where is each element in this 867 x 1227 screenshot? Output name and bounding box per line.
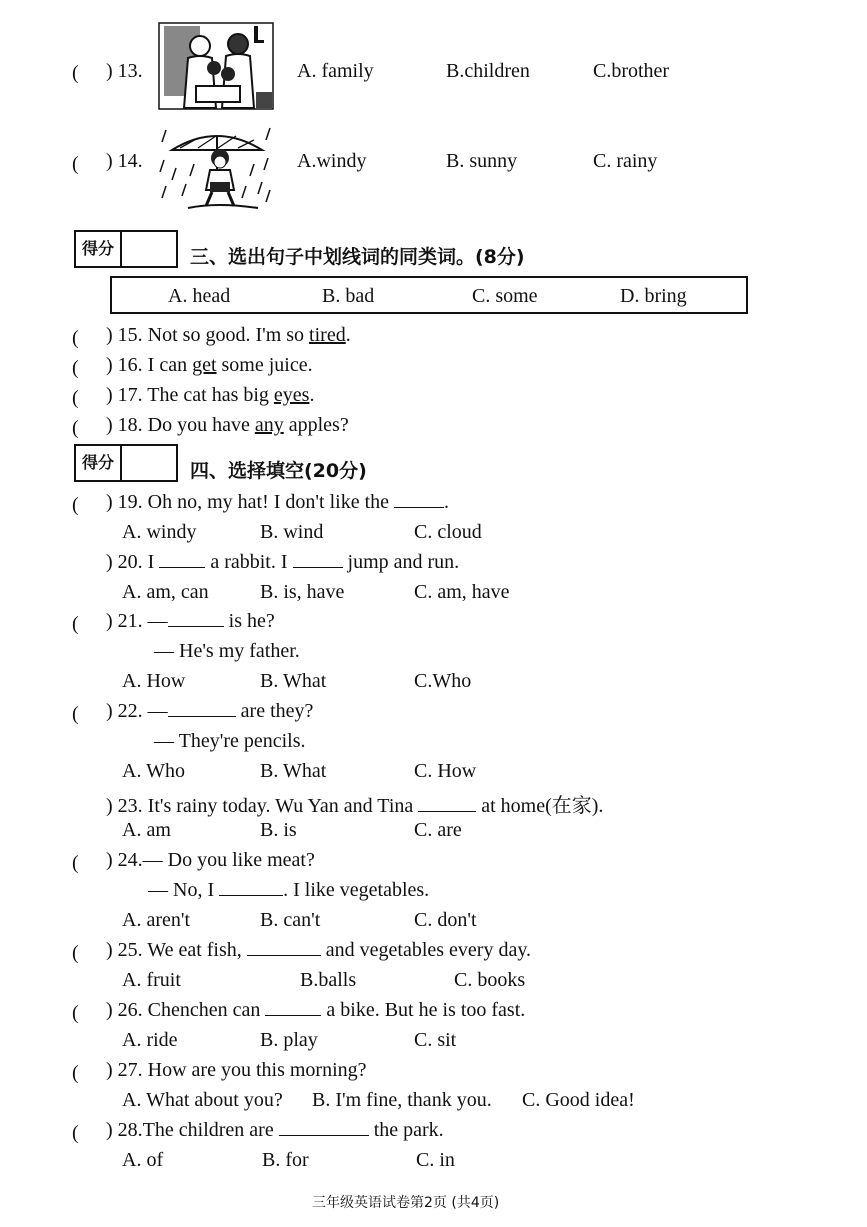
option-27-a: A. What about you?	[122, 1089, 283, 1111]
option-21-a: A. How	[122, 670, 186, 692]
score-box-section4	[74, 444, 178, 482]
word-bank-d: D. bring	[620, 285, 687, 307]
question-14-number: ) 14.	[106, 150, 143, 172]
question-20: ) 20. I a rabbit. I jump and run.	[106, 551, 460, 573]
question-22: ) 22. — are they?	[106, 700, 314, 722]
option-28-b: B. for	[262, 1149, 309, 1171]
question-15: ) 15. Not so good. I'm so tired.	[106, 324, 351, 346]
option-14-b: B. sunny	[446, 150, 518, 172]
answer-paren-16: (	[72, 357, 79, 379]
question-25: ) 25. We eat fish, and vegetables every day.	[106, 939, 532, 961]
option-13-a: A. family	[297, 60, 374, 82]
question-13-number: ) 13.	[106, 60, 143, 82]
answer-paren-22: (	[72, 703, 79, 725]
score-label: 得分	[76, 446, 122, 480]
option-23-a: A. am	[122, 819, 171, 841]
answer-paren-28: (	[72, 1122, 79, 1144]
option-21-c: C.Who	[414, 670, 472, 692]
option-27-b: B. I'm fine, thank you.	[312, 1089, 492, 1111]
option-14-a: A.windy	[297, 150, 367, 172]
question-21: ) 21. — is he?	[106, 610, 275, 632]
family-illustration	[158, 22, 274, 110]
option-19-a: A. windy	[122, 521, 197, 543]
word-bank-a: A. head	[168, 285, 231, 307]
answer-paren-13: (	[72, 62, 79, 84]
option-25-b: B.balls	[300, 969, 357, 991]
girl-with-umbrella-in-rain-illustration	[158, 120, 276, 216]
answer-paren-19: (	[72, 494, 79, 516]
option-25-a: A. fruit	[122, 969, 181, 991]
answer-paren-24: (	[72, 852, 79, 874]
answer-paren-25: (	[72, 942, 79, 964]
option-13-c: C.brother	[593, 60, 670, 82]
question-24-reply: — No, I . I like vegetables.	[148, 879, 430, 901]
question-19: ) 19. Oh no, my hat! I don't like the .	[106, 491, 449, 513]
question-16: ) 16. I can get some juice.	[106, 354, 313, 376]
word-bank-c: C. some	[472, 285, 538, 307]
question-21-reply: — He's my father.	[154, 640, 300, 662]
score-box-section3	[74, 230, 178, 268]
answer-paren-14: (	[72, 153, 79, 175]
option-14-c: C. rainy	[593, 150, 658, 172]
question-28: ) 28.The children are the park.	[106, 1119, 444, 1141]
question-24: ) 24.— Do you like meat?	[106, 849, 315, 871]
option-28-a: A. of	[122, 1149, 164, 1171]
option-22-c: C. How	[414, 760, 477, 782]
option-19-c: C. cloud	[414, 521, 482, 543]
answer-paren-21: (	[72, 613, 79, 635]
score-label: 得分	[76, 232, 122, 266]
option-24-b: B. can't	[260, 909, 321, 931]
question-18: ) 18. Do you have any apples?	[106, 414, 349, 436]
option-13-b: B.children	[446, 60, 530, 82]
word-bank-b: B. bad	[322, 285, 375, 307]
option-24-a: A. aren't	[122, 909, 191, 931]
option-21-b: B. What	[260, 670, 327, 692]
question-23: ) 23. It's rainy today. Wu Yan and Tina at home(在家).	[106, 795, 604, 817]
option-26-c: C. sit	[414, 1029, 457, 1051]
question-22-reply: — They're pencils.	[154, 730, 306, 752]
option-27-c: C. Good idea!	[522, 1089, 635, 1111]
question-26: ) 26. Chenchen can a bike. But he is too fast.	[106, 999, 526, 1021]
option-19-b: B. wind	[260, 521, 324, 543]
option-20-a: A. am, can	[122, 581, 209, 603]
answer-paren-17: (	[72, 387, 79, 409]
question-17: ) 17. The cat has big eyes.	[106, 384, 315, 406]
section3-title: 三、选出句子中划线词的同类词。(8分)	[190, 246, 525, 268]
answer-paren-26: (	[72, 1002, 79, 1024]
option-26-a: A. ride	[122, 1029, 178, 1051]
option-25-c: C. books	[454, 969, 526, 991]
section4-title: 四、选择填空(20分)	[190, 460, 367, 482]
page-footer: 三年级英语试卷第2页 (共4页)	[312, 1195, 500, 1211]
option-22-b: B. What	[260, 760, 327, 782]
option-20-c: C. am, have	[414, 581, 510, 603]
option-20-b: B. is, have	[260, 581, 345, 603]
question-27: ) 27. How are you this morning?	[106, 1059, 367, 1081]
answer-paren-27: (	[72, 1062, 79, 1084]
option-23-c: C. are	[414, 819, 462, 841]
answer-paren-18: (	[72, 417, 79, 439]
option-23-b: B. is	[260, 819, 297, 841]
option-28-c: C. in	[416, 1149, 455, 1171]
option-26-b: B. play	[260, 1029, 318, 1051]
option-24-c: C. don't	[414, 909, 477, 931]
option-22-a: A. Who	[122, 760, 185, 782]
answer-paren-15: (	[72, 327, 79, 349]
